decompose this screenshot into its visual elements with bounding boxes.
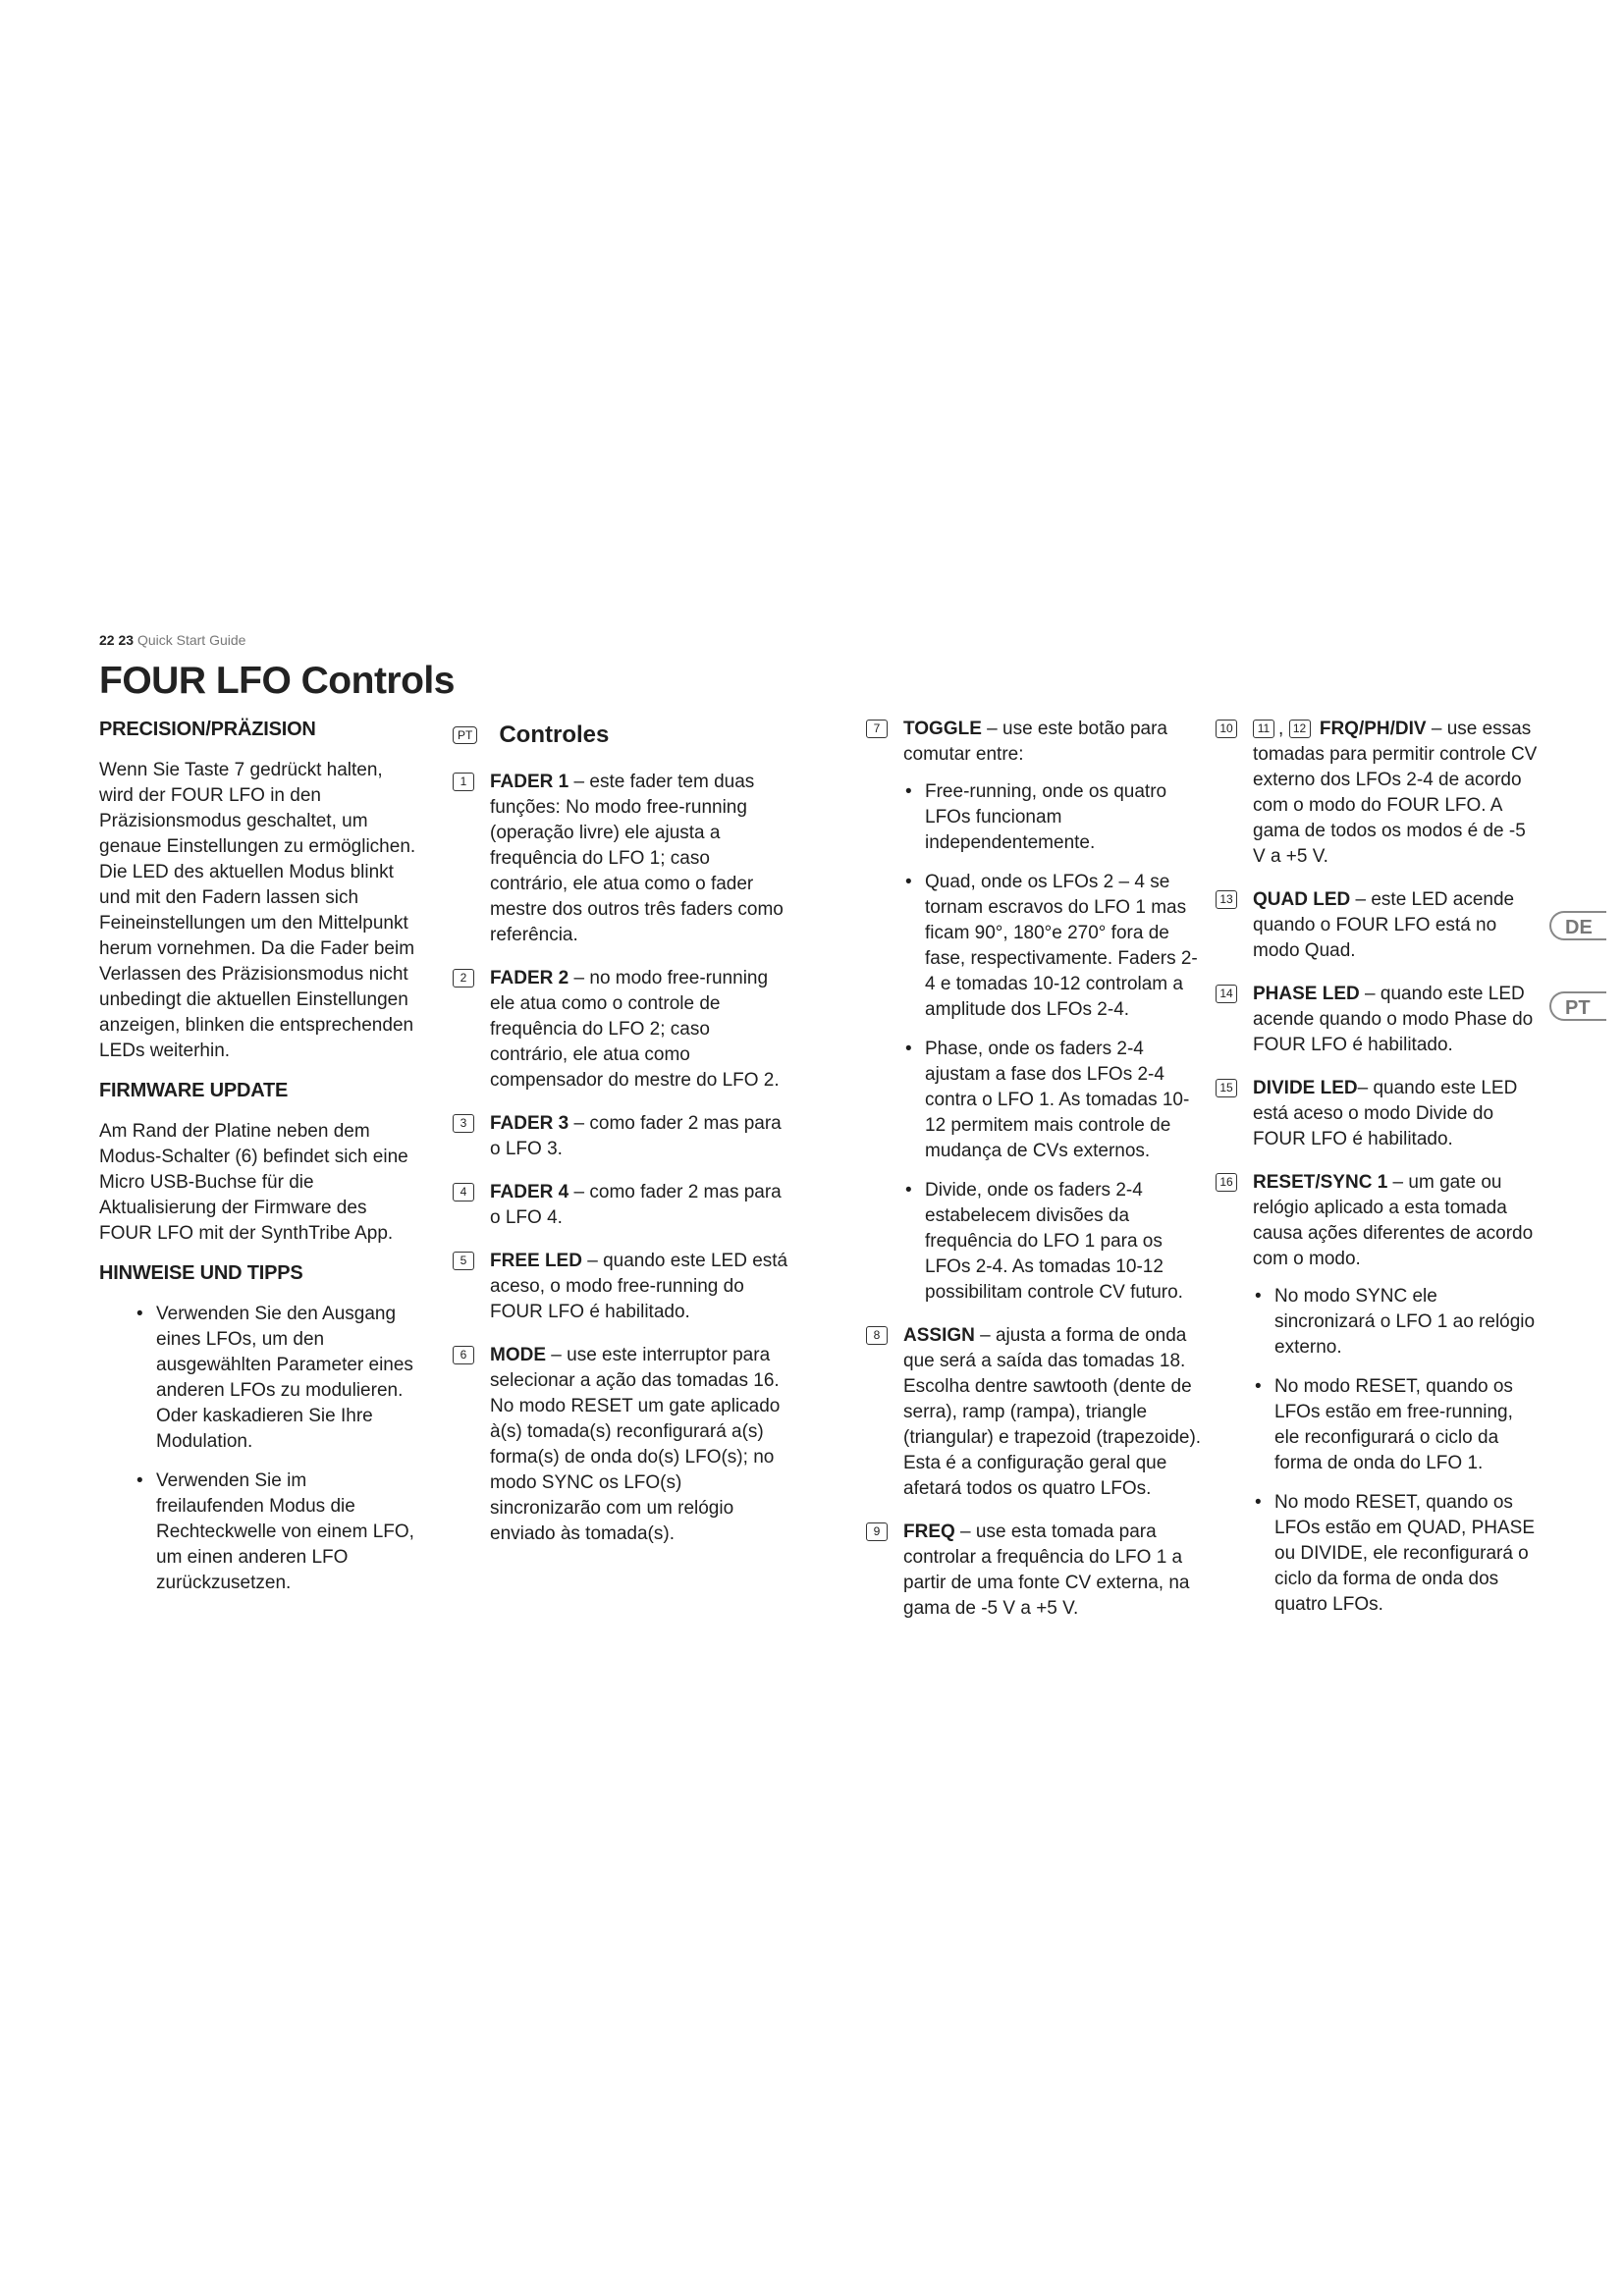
item-title: PHASE LED [1253,984,1360,1004]
number-badge: 6 [453,1346,474,1364]
item-text: – quando este LED está aceso o modo Divide do FOUR LFO é habilitado. [1253,1078,1518,1149]
item-title: QUAD LED [1253,889,1351,910]
list-item: • Verwenden Sie im freilaufenden Modus die Rechteckwelle von einem LFO, um einen anderen LFO zurückzusetzen. [135,1468,418,1596]
item-title: RESET/SYNC 1 [1253,1172,1388,1193]
number-badge: 2 [453,969,474,988]
guide-label: Quick Start Guide [136,632,246,648]
item-text: – no modo free-running ele atua como o controle de frequência do LFO 2; caso contrário, ele atua como compensador do mestre do LFO 2. [490,968,780,1091]
list-item: • Divide, onde os faders 2-4 estabelecem divisões da frequência do LFO 1 para os LFOs 2-4. As tomadas 10-12 possibilitam controle CV futuro. [903,1178,1205,1306]
item-title: TOGGLE [903,719,982,739]
number-badge: 4 [453,1183,474,1201]
control-item-toggle [866,717,1205,1306]
item-title: FRQ/PH/DIV [1319,719,1427,739]
number-badge: 9 [866,1522,888,1541]
control-item-freq [866,1520,1205,1622]
language-tab-pt[interactable]: PT [1549,991,1606,1021]
firmware-text: Am Rand der Platine neben dem Modus-Schalter (6) befindet sich eine Micro USB-Buchse für die Aktualisierung der Firmware des FOUR LFO mit der SynthTribe App. [99,1121,408,1244]
portuguese-column-1 [453,717,791,1565]
list-item: • No modo SYNC ele sincronizará o LFO 1 ao relógio externo. [1253,1284,1540,1361]
item-title: ASSIGN [903,1325,975,1346]
number-badge: 10 [1216,720,1237,738]
item-title: FREE LED [490,1251,582,1271]
item-text: – este fader tem duas funções: No modo free-running (operação livre) ele ajusta a frequência do LFO 1; caso contrário, ele atua como o fader mestre dos outros três faders como referência. [490,772,784,945]
item-text: – como fader 2 mas para o LFO 4. [490,1182,782,1228]
number-badge: 3 [453,1114,474,1133]
item-title: FADER 1 [490,772,569,792]
number-badge: 7 [866,720,888,738]
page-numbers: 22 23 [99,632,135,648]
precision-heading: PRECISION/PRÄZISION [99,719,316,740]
control-item-fader-3 [453,1111,791,1162]
control-item-free-led [453,1249,791,1325]
list-item: • No modo RESET, quando os LFOs estão em QUAD, PHASE ou DIVIDE, ele reconfigurará o ciclo da forma de onda dos quatro LFOs. [1253,1490,1540,1618]
control-item-frq-ph-div: 10 11 , 12 FRQ/PH/DIV – use essas tomadas para permitir controle CV externo dos LFOs 2-4 de acordo com o modo do FOUR LFO. A gama de todos os modos é de -5 V a +5 V. [1216,717,1540,870]
lang-badge: PT [453,726,477,744]
item-text: – como fader 2 mas para o LFO 3. [490,1113,782,1159]
page-header [99,632,245,648]
list-item: • Verwenden Sie den Ausgang eines LFOs, um den ausgewählten Parameter eines anderen LFOs zu modulieren. Oder kaskadieren Sie Ihre Modulation. [135,1302,418,1455]
number-badge: 15 [1216,1079,1237,1097]
item-text: – ajusta a forma de onda que será a saída das tomadas 18. Escolha dentre sawtooth (dente de serra), ramp (rampa), triangle (triangular) e trapezoid (trapezoide). Esta é a configuração geral que afetará todos os quatro LFOs. [903,1325,1202,1499]
portuguese-column-3 [1216,717,1540,1635]
portuguese-column-2 [866,717,1205,1639]
precision-text: Wenn Sie Taste 7 gedrückt halten, wird der FOUR LFO in den Präzisionsmodus geschaltet, um genaue Einstellungen zu ermöglichen. Die LED des aktuellen Modus blinkt und mit den Fadern lassen sich Feineinstellungen um den Mittelpunkt herum vornehmen. Da die Fader beim Verlassen des Präzisionsmodus nicht unbedingt die aktuellen Einstellungen anzeigen, blinken die entsprechenden LEDs weiterhin. [99,760,416,1061]
tips-heading: HINWEISE UND TIPPS [99,1262,303,1284]
german-column [99,717,418,1610]
control-item-assign [866,1323,1205,1502]
number-badge: 1 [453,773,474,791]
control-item-fader-1 [453,770,791,948]
item-text: – use esta tomada para controlar a frequência do LFO 1 a partir de uma fonte CV externa, na gama de -5 V a +5 V. [903,1522,1190,1619]
number-badge: 11 [1253,720,1274,738]
item-title: FADER 3 [490,1113,569,1134]
language-tab-de[interactable]: DE [1549,911,1606,940]
number-badge: 13 [1216,890,1237,909]
control-item-quad-led [1216,887,1540,964]
item-text: – use este interruptor para selecionar a ação das tomadas 16. No modo RESET um gate aplicado à(s) tomada(s) reconfigurará a(s) forma(s) de onda do(s) LFO(s); no modo SYNC os LFO(s) sincronizarão com um relógio enviado às tomada(s). [490,1345,781,1544]
control-item-divide-led [1216,1076,1540,1152]
reset-sync-notes [1253,1284,1540,1618]
item-title: MODE [490,1345,546,1365]
item-title: FADER 2 [490,968,569,988]
number-badge: 5 [453,1252,474,1270]
control-item-fader-2 [453,966,791,1094]
controls-heading [453,722,791,748]
firmware-heading: FIRMWARE UPDATE [99,1080,289,1101]
list-item: • Free-running, onde os quatro LFOs funcionam independentemente. [903,779,1205,856]
item-title: FREQ [903,1522,955,1542]
item-title: DIVIDE LED [1253,1078,1358,1098]
item-text: – este LED acende quando o FOUR LFO está no modo Quad. [1253,889,1515,961]
control-item-phase-led [1216,982,1540,1058]
item-text: – quando este LED acende quando o modo Phase do FOUR LFO é habilitado. [1253,984,1534,1055]
number-badge: 16 [1216,1173,1237,1192]
item-text: – use este botão para comutar entre: [903,719,1167,765]
list-item: • Phase, onde os faders 2-4 ajustam a fase dos LFOs 2-4 contra o LFO 1. As tomadas 10-12 permitem mais controle de mudança de CVs externos. [903,1037,1205,1164]
item-text: – quando este LED está aceso, o modo free-running do FOUR LFO é habilitado. [490,1251,788,1322]
item-title: FADER 4 [490,1182,569,1202]
tips-list [99,1302,418,1596]
control-item-mode [453,1343,791,1547]
item-text: – use essas tomadas para permitir controle CV externo dos LFOs 2-4 de acordo com o modo do FOUR LFO. A gama de todos os modos é de -5 V a +5 V. [1253,719,1538,867]
number-badge: 8 [866,1326,888,1345]
number-badge: 12 [1289,720,1311,738]
list-item: • Quad, onde os LFOs 2 – 4 se tornam escravos do LFO 1 mas ficam 90°, 180°e 270° fora de fase, respectivamente. Faders 2-4 e tomadas 10-12 controlam a amplitude dos LFOs 2-4. [903,870,1205,1023]
controls-title: Controles [499,721,610,748]
item-text: – um gate ou relógio aplicado a esta tomada causa ações diferentes de acordo com o modo. [1253,1172,1534,1269]
control-item-reset-sync [1216,1170,1540,1618]
control-item-fader-4 [453,1180,791,1231]
list-item: • No modo RESET, quando os LFOs estão em free-running, ele reconfigurará o ciclo da forma de onda do LFO 1. [1253,1374,1540,1476]
page-title: FOUR LFO Controls [99,660,455,702]
toggle-options [903,779,1205,1306]
number-badge: 14 [1216,985,1237,1003]
